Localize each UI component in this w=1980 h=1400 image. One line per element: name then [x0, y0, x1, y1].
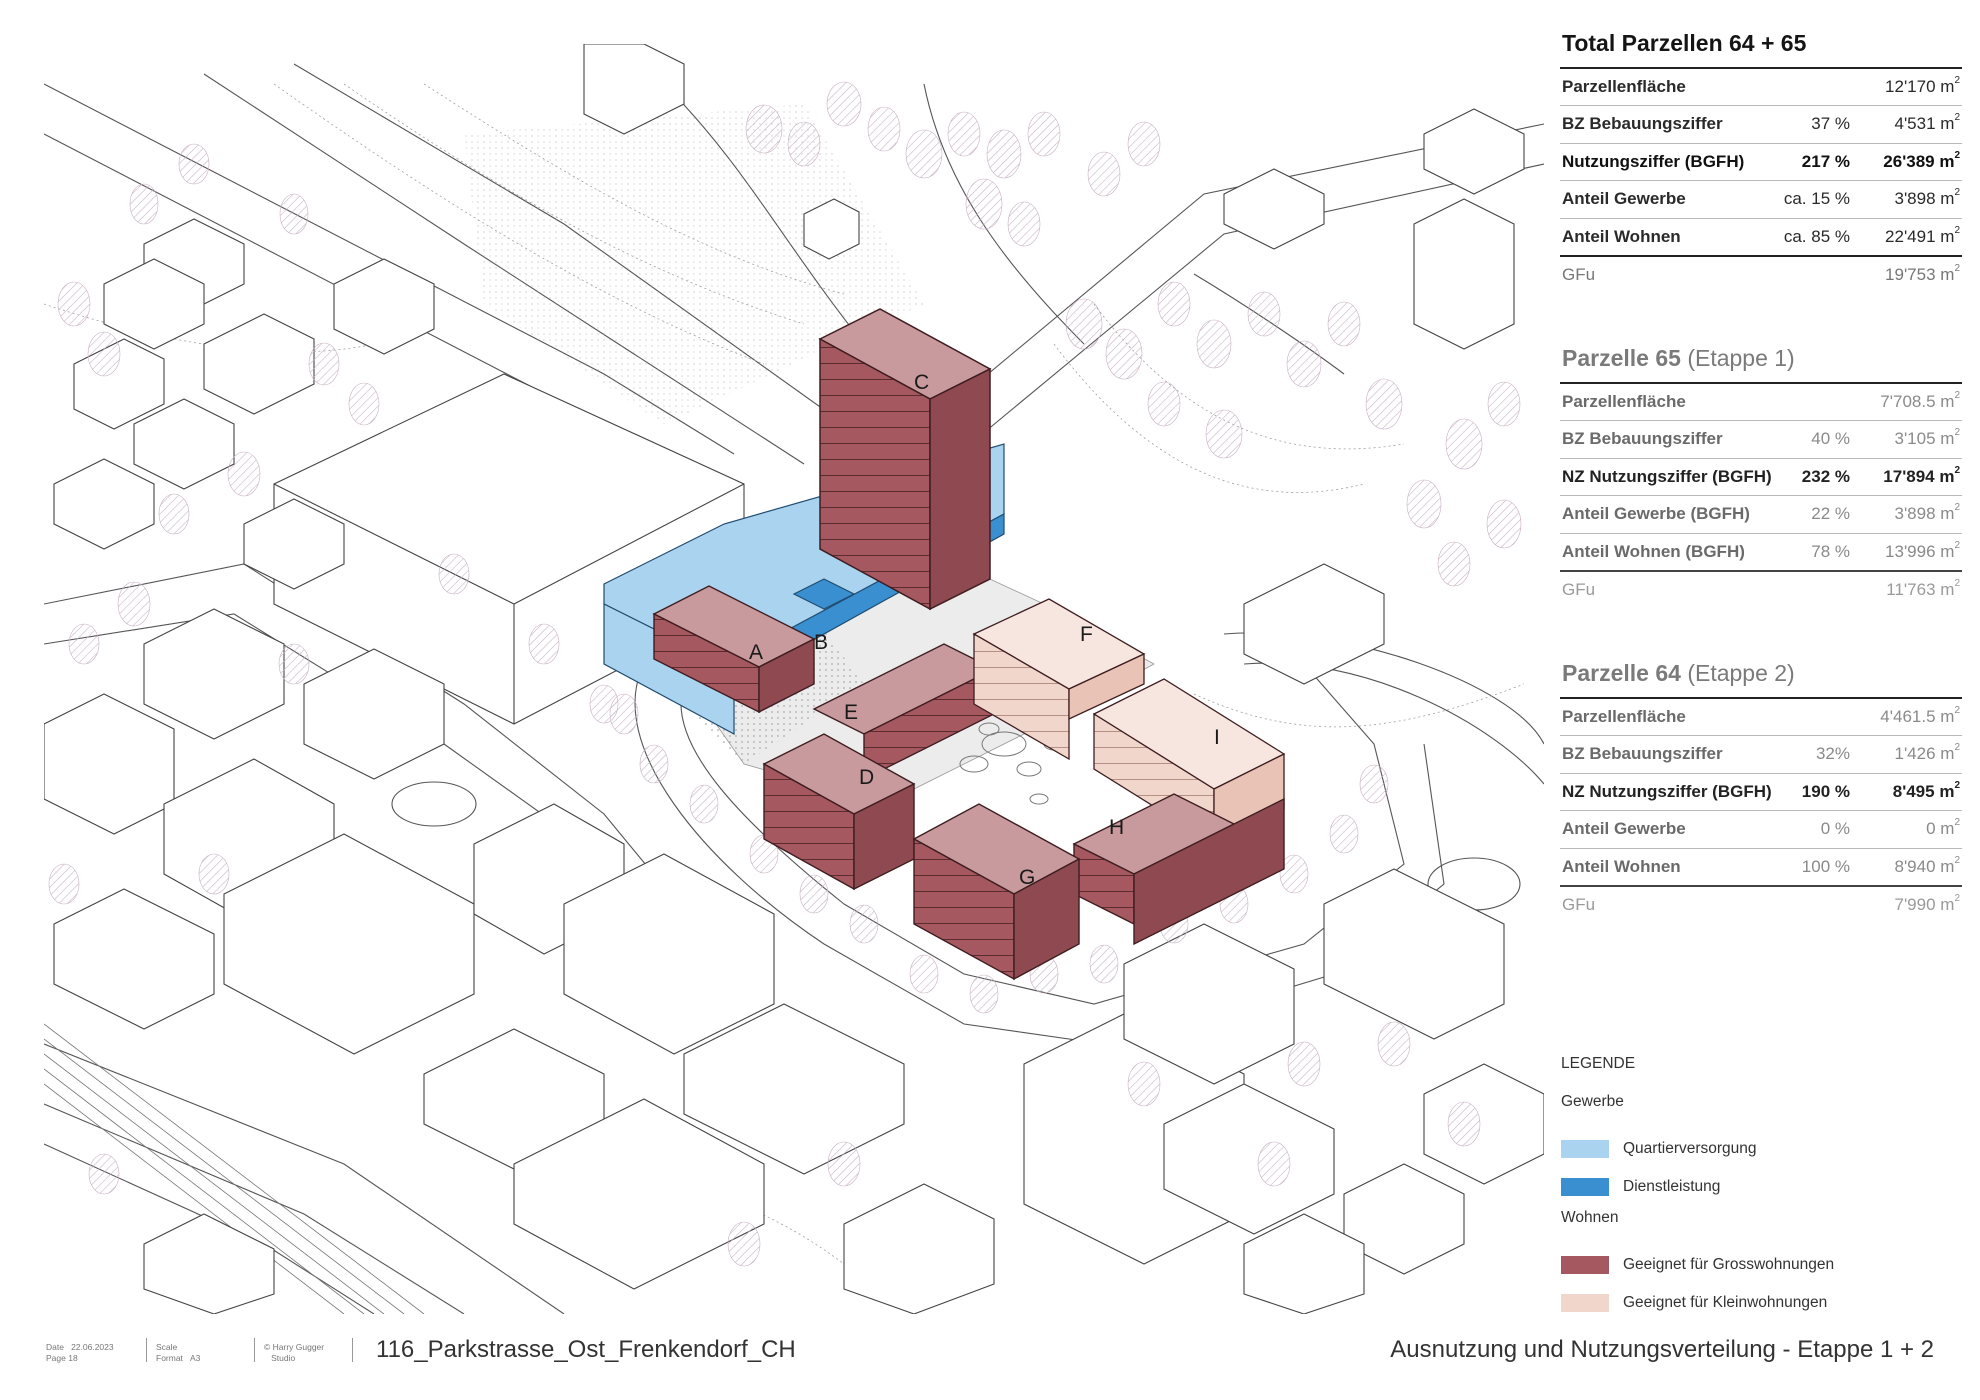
- parzelle-64-table: [1560, 697, 1962, 923]
- swatch-dienstleistung: [1561, 1178, 1609, 1196]
- total-table: [1560, 67, 1962, 293]
- label-f: F: [1080, 623, 1093, 646]
- table-row: GFu 7'990 $m^2$: [1562, 892, 1960, 914]
- table-row: Anteil Gewerbe (BGFH) 22 % 3'898 $m^2$: [1560, 496, 1962, 534]
- label-i: I: [1214, 726, 1220, 749]
- label-c: C: [914, 371, 930, 394]
- legend-title: LEGENDE: [1561, 1055, 1636, 1072]
- table-row: GFu 11'763 $m^2$: [1562, 577, 1960, 599]
- label-d: D: [859, 766, 875, 789]
- parzelle-65-title: Parzelle 65 (Etappe 1): [1562, 345, 1795, 371]
- swatch-quartierversorgung: [1561, 1140, 1609, 1158]
- legend-item-dienstleistung: Dienstleistung: [1561, 1168, 1961, 1206]
- table-row: NZ Nutzungsziffer (BGFH) 232 % 17'894 $m^2$: [1560, 458, 1962, 496]
- table-row: Anteil Gewerbe ca. 15 % 3'898 $m^2$: [1560, 181, 1962, 219]
- sheet-title: Ausnutzung und Nutzungsverteilung - Etappe 1 + 2: [1390, 1336, 1934, 1363]
- axonometric-site-plan: [44, 44, 1544, 1314]
- legend-item-kleinwohnungen: Geeignet für Kleinwohnungen: [1561, 1284, 1961, 1322]
- table-row: Anteil Gewerbe 0 % 0 $m^2$: [1560, 811, 1962, 849]
- label-e: E: [844, 701, 859, 724]
- table-row: Nutzungsziffer (BGFH) 217 % 26'389 $m^2$: [1560, 143, 1962, 181]
- table-row: BZ Bebauungsziffer 37 % 4'531 $m^2$: [1560, 106, 1962, 144]
- table-row: NZ Nutzungsziffer (BGFH) 190 % 8'495 $m^2$: [1560, 773, 1962, 811]
- legend: [1561, 1054, 1961, 1322]
- data-panel: [1560, 30, 1962, 923]
- label-h: H: [1109, 816, 1125, 839]
- table-row: Parzellenfläche 7'708.5 $m^2$: [1560, 383, 1962, 421]
- table-row: BZ Bebauungsziffer 32% 1'426 $m^2$: [1560, 736, 1962, 774]
- building-h: [1074, 794, 1284, 944]
- legend-group-gewerbe: Gewerbe: [1561, 1093, 1624, 1110]
- swatch-grosswohnungen: [1561, 1256, 1609, 1274]
- footer-separator: [352, 1338, 353, 1362]
- parzelle-65-table: [1560, 382, 1962, 608]
- footer-copyright: © Harry Gugger Studio: [264, 1342, 325, 1363]
- total-title: Total Parzellen 64 + 65: [1562, 30, 1807, 56]
- swatch-kleinwohnungen: [1561, 1294, 1609, 1312]
- table-row: Anteil Wohnen 100 % 8'940 $m^2$: [1560, 848, 1962, 886]
- legend-group-wohnen: Wohnen: [1561, 1209, 1619, 1226]
- label-a: A: [749, 641, 764, 664]
- building-g: [914, 804, 1079, 979]
- footer-separator: [254, 1338, 255, 1362]
- footer-separator: [146, 1338, 147, 1362]
- table-row: Parzellenfläche 12'170 $m^2$: [1560, 68, 1962, 106]
- table-row: Anteil Wohnen ca. 85 % 22'491 $m^2$: [1560, 218, 1962, 256]
- footer-scale: Scale Format A3: [156, 1342, 201, 1363]
- table-row: BZ Bebauungsziffer 40 % 3'105 $m^2$: [1560, 421, 1962, 459]
- label-b: B: [814, 631, 829, 654]
- parzelle-64-title: Parzelle 64 (Etappe 2): [1562, 660, 1795, 686]
- legend-item-quartierversorgung: Quartierversorgung: [1561, 1130, 1961, 1168]
- legend-item-grosswohnungen: Geeignet für Grosswohnungen: [1561, 1246, 1961, 1284]
- table-row: Anteil Wohnen (BGFH) 78 % 13'996 $m^2$: [1560, 533, 1962, 571]
- project-name: 116_Parkstrasse_Ost_Frenkendorf_CH: [376, 1336, 796, 1363]
- label-g: G: [1019, 866, 1036, 889]
- table-row: GFu 19'753 $m^2$: [1562, 262, 1960, 284]
- footer: [0, 1330, 1980, 1390]
- footer-date: Date 22.06.2023 Page 18: [46, 1342, 114, 1363]
- table-row: Parzellenfläche 4'461.5 $m^2$: [1560, 698, 1962, 736]
